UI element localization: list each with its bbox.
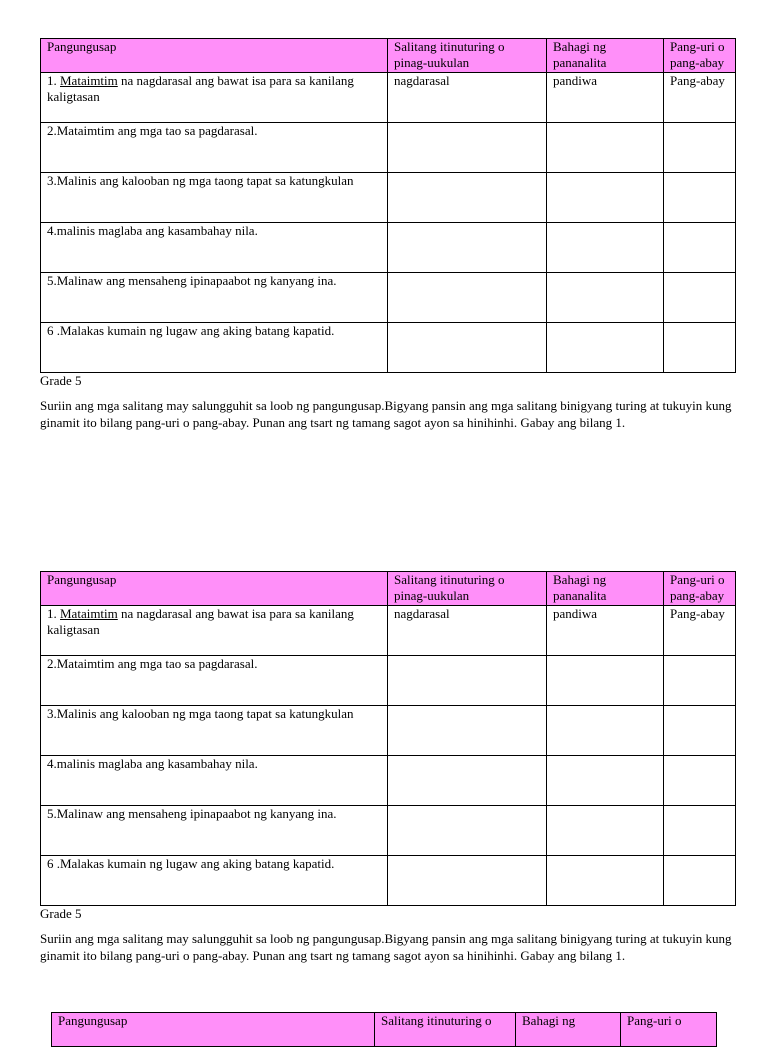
word-cell[interactable] [388,223,547,273]
type-cell[interactable] [664,756,736,806]
part-of-speech-cell: pandiwa [547,606,664,656]
word-cell[interactable] [388,656,547,706]
answer-table [51,1012,717,1047]
table-header-row [52,1013,717,1047]
worksheet-block-2 [40,571,736,964]
type-cell[interactable] [664,273,736,323]
word-cell[interactable] [388,323,547,373]
sentence-cell: 2.Mataimtim ang mga tao sa pagdarasal. [41,123,388,173]
grade-label: Grade 5 [40,906,82,921]
sentence-cell: 3.Malinis ang kalooban ng mga taong tapat sa katungkulan [41,173,388,223]
sentence-cell: 5.Malinaw ang mensaheng ipinapaabot ng kanyang ina. [41,806,388,856]
part-of-speech-cell[interactable] [547,656,664,706]
type-cell[interactable] [664,223,736,273]
part-of-speech-cell[interactable] [547,123,664,173]
word-cell[interactable] [388,273,547,323]
underlined-word: Mataimtim [60,73,118,88]
table-header-row [41,39,736,73]
answer-table [40,38,736,373]
table-row [41,123,736,173]
part-of-speech-cell[interactable] [547,173,664,223]
sentence-number: 1. [47,606,60,621]
sentence-text: na nagdarasal ang bawat isa para sa kanilang kaligtasan [47,606,354,637]
header-bahagi-ng-pananalita: Bahagi ng pananalita [547,39,664,73]
table-row [41,806,736,856]
sentence-cell: 6 .Malakas kumain ng lugaw ang aking batang kapatid. [41,323,388,373]
table-row [41,73,736,123]
table-row [41,756,736,806]
type-cell: Pang-abay [664,73,736,123]
table-row [41,856,736,906]
table-row [41,323,736,373]
part-of-speech-cell[interactable] [547,223,664,273]
table-row [41,273,736,323]
sentence-number: 1. [47,73,60,88]
word-cell[interactable] [388,756,547,806]
answer-table [40,571,736,906]
sentence-cell: 3.Malinis ang kalooban ng mga taong tapat sa katungkulan [41,706,388,756]
table-row [41,706,736,756]
part-of-speech-cell[interactable] [547,756,664,806]
part-of-speech-cell[interactable] [547,706,664,756]
header-pang-uri-o-pang-abay: Pang-uri o pang-abay [664,572,736,606]
table-row [41,173,736,223]
header-bahagi-ng-pananalita: Bahagi ng [516,1013,621,1047]
type-cell[interactable] [664,323,736,373]
type-cell[interactable] [664,173,736,223]
type-cell[interactable] [664,706,736,756]
sentence-cell: 6 .Malakas kumain ng lugaw ang aking batang kapatid. [41,856,388,906]
header-pang-uri-o-pang-abay: Pang-uri o [621,1013,717,1047]
word-cell[interactable] [388,173,547,223]
table-row [41,606,736,656]
header-bahagi-ng-pananalita: Bahagi ng pananalita [547,572,664,606]
worksheet-block-1 [40,38,736,431]
part-of-speech-cell[interactable] [547,806,664,856]
underlined-word: Mataimtim [60,606,118,621]
type-cell: Pang-abay [664,606,736,656]
word-cell: nagdarasal [388,606,547,656]
table-row [41,223,736,273]
sentence-text: na nagdarasal ang bawat isa para sa kanilang kaligtasan [47,73,354,104]
part-of-speech-cell[interactable] [547,323,664,373]
sentence-cell: 2.Mataimtim ang mga tao sa pagdarasal. [41,656,388,706]
grade-label: Grade 5 [40,373,82,388]
table-row [41,656,736,706]
header-salitang-itinuturing: Salitang itinuturing o [375,1013,516,1047]
type-cell[interactable] [664,806,736,856]
sentence-cell [41,606,388,656]
word-cell[interactable] [388,856,547,906]
type-cell[interactable] [664,656,736,706]
table-header-row [41,572,736,606]
sentence-cell: 4.malinis maglaba ang kasambahay nila. [41,223,388,273]
type-cell[interactable] [664,123,736,173]
header-pangungusap: Pangungusap [41,572,388,606]
part-of-speech-cell[interactable] [547,273,664,323]
type-cell[interactable] [664,856,736,906]
sentence-cell: 5.Malinaw ang mensaheng ipinapaabot ng kanyang ina. [41,273,388,323]
word-cell[interactable] [388,806,547,856]
word-cell: nagdarasal [388,73,547,123]
instructions-text: Suriin ang mga salitang may salungguhit sa loob ng pangungusap.Bigyang pansin ang mga salitang binigyang turing at tukuyin kung ginamit ito bilang pang-uri o pang-abay. Punan ang tsart ng tamang sagot ayon sa hinihinhi. Gabay ang bilang 1. [40,931,732,963]
word-cell[interactable] [388,123,547,173]
sentence-cell [41,73,388,123]
header-pangungusap: Pangungusap [41,39,388,73]
part-of-speech-cell[interactable] [547,856,664,906]
instructions-text: Suriin ang mga salitang may salungguhit sa loob ng pangungusap.Bigyang pansin ang mga salitang binigyang turing at tukuyin kung ginamit ito bilang pang-uri o pang-abay. Punan ang tsart ng tamang sagot ayon sa hinihinhi. Gabay ang bilang 1. [40,398,732,430]
header-pang-uri-o-pang-abay: Pang-uri o pang-abay [664,39,736,73]
header-salitang-itinuturing: Salitang itinuturing o pinag-uukulan [388,572,547,606]
sentence-cell: 4.malinis maglaba ang kasambahay nila. [41,756,388,806]
worksheet-block-3 [51,1012,717,1047]
word-cell[interactable] [388,706,547,756]
header-salitang-itinuturing: Salitang itinuturing o pinag-uukulan [388,39,547,73]
part-of-speech-cell: pandiwa [547,73,664,123]
header-pangungusap: Pangungusap [52,1013,375,1047]
